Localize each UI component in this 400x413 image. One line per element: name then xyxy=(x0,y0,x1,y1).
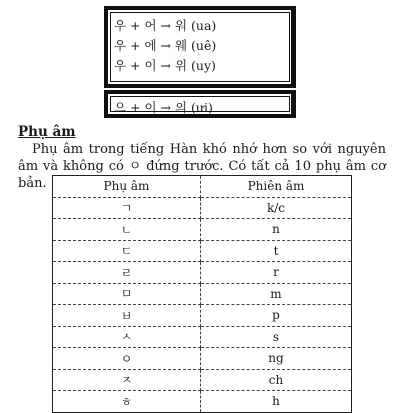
table-header-row xyxy=(53,176,352,198)
vowel-rule-line: 우 + 이 → 위 (uy) xyxy=(114,58,216,73)
table-row xyxy=(53,369,352,391)
transcription-cell: m xyxy=(201,283,352,305)
consonant-cell: ㅁ xyxy=(53,283,201,305)
table-row xyxy=(53,348,352,370)
vowel-rule-line: 으 + 이 → 의 (ưi) xyxy=(114,100,213,115)
column-header-transcription: Phiên âm xyxy=(201,176,352,198)
consonant-table xyxy=(52,175,352,413)
consonant-cell: ㅈ xyxy=(53,369,201,391)
transcription-cell: s xyxy=(201,326,352,348)
consonant-cell: ㅅ xyxy=(53,326,201,348)
transcription-cell: p xyxy=(201,305,352,327)
table-row xyxy=(53,391,352,413)
column-header-consonant: Phụ âm xyxy=(53,176,201,198)
table-row xyxy=(53,219,352,241)
consonant-cell: ㅎ xyxy=(53,391,201,413)
circle-symbol: ㅇ xyxy=(128,159,142,174)
vowel-rule-single-box xyxy=(104,90,296,118)
consonant-cell: ㅂ xyxy=(53,305,201,327)
paragraph-text: Phụ âm trong tiếng Hàn khó nhớ hơn so với nguyên âm và không có xyxy=(18,142,386,174)
table-row xyxy=(53,326,352,348)
transcription-cell: r xyxy=(201,262,352,284)
consonant-cell: ㄴ xyxy=(53,219,201,241)
section-title: Phụ âm xyxy=(18,124,76,140)
transcription-cell: k/c xyxy=(201,197,352,219)
consonant-cell: ㄱ xyxy=(53,197,201,219)
table-row xyxy=(53,197,352,219)
transcription-cell: n xyxy=(201,219,352,241)
table-row xyxy=(53,283,352,305)
vowel-rules-box xyxy=(104,6,296,88)
consonant-cell: ㄹ xyxy=(53,262,201,284)
transcription-cell: t xyxy=(201,240,352,262)
vowel-rule-line: 우 + 어 → 워 (ua) xyxy=(114,18,217,33)
consonant-cell: ㄷ xyxy=(53,240,201,262)
consonant-cell: ㅇ xyxy=(53,348,201,370)
transcription-cell: ng xyxy=(201,348,352,370)
table-row xyxy=(53,240,352,262)
table-row xyxy=(53,262,352,284)
transcription-cell: ch xyxy=(201,369,352,391)
vowel-rule-line: 우 + 에 → 웨 (uê) xyxy=(114,38,217,53)
table-row xyxy=(53,305,352,327)
transcription-cell: h xyxy=(201,391,352,413)
paragraph-text: đứng trước. Có tất cả 10 phụ âm cơ bản. xyxy=(18,159,386,191)
